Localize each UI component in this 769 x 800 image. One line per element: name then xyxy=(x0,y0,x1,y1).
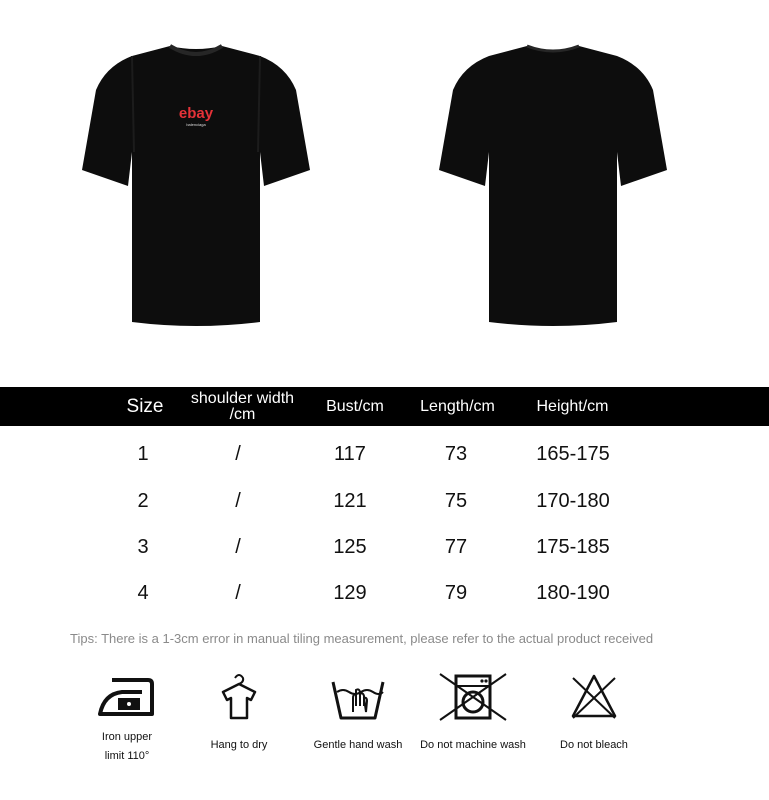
cell-bust: 121 xyxy=(333,489,367,512)
cell-shoulder: / xyxy=(235,489,241,512)
cell-size: 1 xyxy=(137,442,149,465)
care-label-hang: Hang to dry xyxy=(210,739,268,751)
size-table-header xyxy=(0,387,769,426)
no-bleach-icon xyxy=(569,672,619,722)
cell-size: 4 xyxy=(137,581,149,604)
header-bust: Bust/cm xyxy=(326,397,384,415)
header-size: Size xyxy=(126,395,164,417)
table-row xyxy=(0,481,769,521)
cell-size: 3 xyxy=(137,535,149,558)
care-label-hand-wash: Gentle hand wash xyxy=(313,739,403,751)
care-item-hand-wash xyxy=(306,672,410,755)
header-shoulder-line2: /cm xyxy=(229,405,256,423)
cell-height: 165-175 xyxy=(536,442,610,465)
product-images xyxy=(0,0,769,360)
care-label-no-machine-wash: Do not machine wash xyxy=(420,739,526,751)
cell-length: 77 xyxy=(444,535,468,558)
cell-bust: 129 xyxy=(333,581,367,604)
no-machine-wash-icon xyxy=(438,672,508,722)
header-shoulder-width xyxy=(180,387,305,426)
cell-bust: 125 xyxy=(333,535,367,558)
cell-shoulder: / xyxy=(235,535,241,558)
tshirt-back-image xyxy=(435,40,671,330)
cell-shoulder: / xyxy=(235,581,241,604)
care-label-no-bleach: Do not bleach xyxy=(560,739,628,751)
cell-size: 2 xyxy=(137,489,149,512)
logo-subtext: balenciaga xyxy=(186,122,206,127)
table-row xyxy=(0,527,769,567)
hanger-icon xyxy=(217,672,261,722)
header-shoulder-line1: shoulder width xyxy=(190,389,295,407)
care-item-no-machine-wash xyxy=(414,672,532,755)
cell-height: 170-180 xyxy=(536,489,610,512)
care-item-hang xyxy=(200,672,278,755)
cell-length: 73 xyxy=(444,442,468,465)
ebay-logo: ebay xyxy=(178,105,214,122)
cell-length: 79 xyxy=(444,581,468,604)
iron-icon xyxy=(96,672,158,722)
cell-bust: 117 xyxy=(334,442,366,465)
header-length: Length/cm xyxy=(420,397,495,415)
measurement-tips: Tips: There is a 1-3cm error in manual tiling measurement, please refer to the actual product received xyxy=(70,631,654,646)
hand-wash-icon xyxy=(329,672,387,722)
cell-height: 180-190 xyxy=(536,581,610,604)
table-row xyxy=(0,573,769,613)
care-label-iron-line2: limit 110° xyxy=(104,750,150,762)
care-item-iron xyxy=(86,672,168,766)
care-item-no-bleach xyxy=(552,672,636,755)
header-height: Height/cm xyxy=(536,397,609,415)
cell-height: 175-185 xyxy=(536,535,610,558)
table-row xyxy=(0,434,769,474)
cell-shoulder: / xyxy=(235,442,241,465)
cell-length: 75 xyxy=(444,489,468,512)
care-label-iron-line1: Iron upper xyxy=(101,731,153,743)
tshirt-front-image xyxy=(78,40,314,330)
